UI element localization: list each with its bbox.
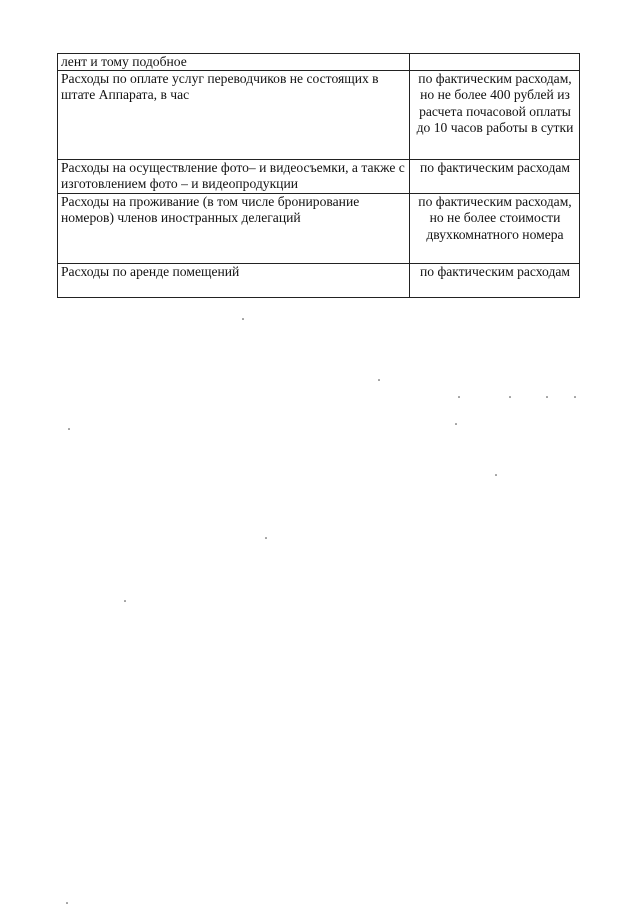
table-row xyxy=(58,160,580,194)
expense-norm-cell xyxy=(410,54,580,71)
expenses-table xyxy=(57,53,580,298)
expense-item-cell: Расходы по аренде помещений xyxy=(58,264,410,298)
expense-item-cell: Расходы на проживание (в том числе бронирование номеров) членов иностранных делегаций xyxy=(58,194,410,264)
expense-norm-cell: по фактическим расходам xyxy=(410,264,580,298)
expense-item-cell: лент и тому подобное xyxy=(58,54,410,71)
table-row xyxy=(58,264,580,298)
expense-norm-cell: по фактическим расходам xyxy=(410,160,580,194)
expense-item-cell: Расходы по оплате услуг переводчиков не состоящих в штате Аппарата, в час xyxy=(58,71,410,160)
expense-item-cell: Расходы на осуществление фото– и видеосъемки, а также с изготовлением фото – и видеопродукции xyxy=(58,160,410,194)
expense-norm-cell: по фактическим расходам, но не более 400 рублей из расчета почасовой оплаты до 10 часов работы в сутки xyxy=(410,71,580,160)
table-row xyxy=(58,54,580,71)
table-row xyxy=(58,71,580,160)
table-row xyxy=(58,194,580,264)
expense-norm-cell: по фактическим расходам, но не более стоимости двухкомнатного номера xyxy=(410,194,580,264)
